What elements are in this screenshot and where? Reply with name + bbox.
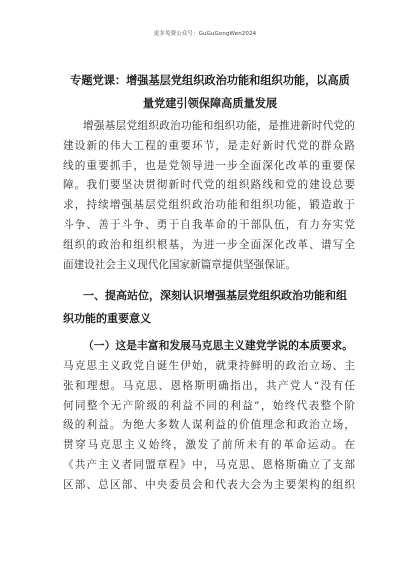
intro-line: 组织的政治和组织根基，为进一步全面深化改革、谱写全 [63,238,355,251]
subsection-1-heading: （一）这是丰富和发展马克思主义建党学说的本质要求。 [83,339,353,352]
intro-first-line-block [83,117,355,137]
title-line-1: 专题党课：增强基层党组织政治功能和组织功能，以高质 [70,74,350,87]
intro-line: 线的重要抓手，也是党领导进一步全面深化改革的重要保 [63,159,355,172]
intro-line: 增强基层党组织政治功能和组织功能，是推进新时代党的 [83,120,355,132]
subsection-1-line: 何同整个无产阶级的利益不同的利益”，始终代表整个阶 [63,399,355,412]
intro-paragraph [63,137,355,276]
section-1-heading-line-1: 一、提高站位，深刻认识增强基层党组织政治功能和组 [83,289,347,302]
section-1-heading [63,284,355,330]
intro-line: 面建设社会主义现代化国家新篇章提供坚强保证。 [63,258,297,271]
subsection-1-line: 贯穿马克思主义始终，激发了前所未有的革命运动。在 [63,439,355,452]
subsection-1-line: 马克思主义政党自诞生伊始，就秉持鲜明的政治立场、主 [63,360,355,372]
header-watermark: 更多免费公众号：GuGuGongWen2024 [153,31,257,37]
document-title [60,69,360,115]
intro-line: 建设新的伟大工程的重要环节，是走好新时代党的群众路 [63,139,355,152]
subsection-1-line: 级的利益。为绝大多数人谋利益的价值理念和政治立场， [63,419,355,432]
title-line-2: 量党建引领保障高质量发展 [142,97,278,110]
intro-line: 求，持续增强基层党组织政治功能和组织功能，锻造敢于 [63,199,355,212]
subsection-1-line: 《共产主义者同盟章程》中，马克思、恩格斯确立了支部 [63,458,355,471]
subsection-1-line: 张和理想。马克思、恩格斯明确指出，共产党人“没有任 [63,379,355,392]
intro-line: 斗争、善于斗争、勇于自我革命的干部队伍，有力夯实党 [63,218,355,231]
subsection-1-line: 区部、总区部、中央委员会和代表大会为主要架构的组织 [63,478,355,491]
intro-line: 障。我们要坚决贯彻新时代党的组织路线和党的建设总要 [63,179,355,192]
section-1-heading-line-2: 织功能的重要意义 [63,312,151,325]
subsection-1-paragraph [63,357,355,496]
